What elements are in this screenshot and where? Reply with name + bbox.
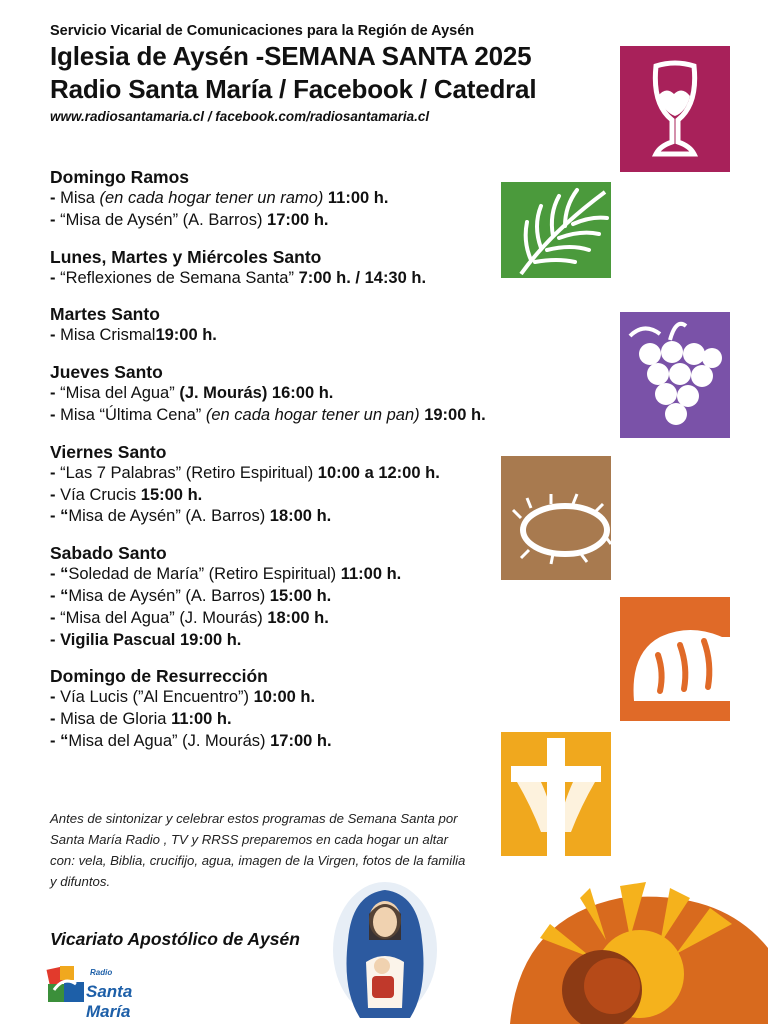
schedule-item [50, 709, 520, 731]
schedule-item [50, 608, 520, 630]
item-time: 17:00 h. [270, 731, 332, 750]
item-time: 15:00 h. [140, 485, 203, 504]
item-time: (J. Mourás) 16:00 h. [179, 384, 334, 403]
section-title: Sabado Santo [50, 543, 167, 564]
item-time: 11:00 h. [323, 189, 389, 207]
item-text: “Misa del Agua” (J. Mourás) [60, 608, 268, 627]
schedule-item [50, 463, 520, 485]
item-dash: - [50, 210, 61, 229]
item-dash: - “ [50, 586, 69, 605]
schedule-section [50, 166, 520, 232]
item-time: 19:00 h. [155, 326, 217, 345]
schedule-item [50, 564, 520, 586]
item-text: “Las 7 Palabras” (Retiro Espiritual) [60, 463, 318, 482]
schedule-item [50, 268, 520, 290]
item-text: Misa del Agua” (J. Mourás) [68, 731, 271, 750]
schedule [50, 166, 520, 767]
schedule-item [50, 188, 520, 210]
item-text: “Misa del Agua” [60, 384, 180, 403]
section-title: Domingo de Resurrección [50, 666, 268, 687]
item-dash: - [50, 463, 61, 482]
schedule-item [50, 586, 520, 608]
item-time: 17:00 h. [267, 210, 329, 229]
radio-santa-maria-logo [46, 964, 176, 1021]
schedule-item [50, 485, 520, 507]
item-text: Soledad de María” (Retiro Espiritual) [68, 565, 341, 584]
item-dash: - [50, 384, 61, 403]
schedule-item [50, 687, 520, 709]
section-title: Martes Santo [50, 304, 160, 325]
item-text: Misa de Gloria [60, 710, 172, 729]
item-time: 15:00 h. [269, 586, 332, 605]
item-time: 18:00 h. [269, 507, 332, 526]
schedule-item [50, 383, 520, 405]
schedule-item [50, 731, 520, 753]
item-dash: - [50, 608, 61, 627]
page-subtitle: Radio Santa María / Facebook / Catedral [50, 74, 537, 104]
item-time: 7:00 h. / 14:30 h. [298, 268, 427, 287]
item-dash: - “ [50, 507, 69, 526]
item-dash: - [50, 189, 61, 207]
item-dash: - “ [50, 565, 69, 584]
item-time: 10:00 h. [253, 688, 316, 707]
item-dash: - [50, 268, 61, 287]
resurrection-sun-image [470, 878, 768, 1024]
item-text: Misa [60, 189, 100, 207]
item-dash: - [50, 688, 61, 707]
crown-of-thorns-icon [501, 456, 611, 580]
cross-icon [501, 732, 611, 856]
item-time: 11:00 h. [171, 710, 232, 729]
item-time: 18:00 h. [267, 608, 329, 627]
schedule-item [50, 630, 520, 652]
schedule-item [50, 325, 520, 347]
item-text: Vía Crucis [60, 485, 141, 504]
header [50, 22, 610, 126]
website-urls: www.radiosantamaria.cl / facebook.com/radiosantamaria.cl [50, 109, 430, 124]
logo-small-text: Radio [90, 968, 113, 977]
schedule-section [50, 361, 520, 427]
logo-name: Santa María [86, 982, 133, 1021]
organization-name: Servicio Vicarial de Comunicaciones para la Región de Aysén [50, 23, 475, 39]
item-text: Misa “Última Cena” [60, 405, 206, 424]
schedule-item [50, 405, 520, 427]
schedule-item [50, 210, 520, 232]
item-dash: - [50, 405, 61, 424]
schedule-section [50, 441, 520, 528]
schedule-section [50, 303, 520, 347]
bread-icon [620, 597, 730, 721]
section-title: Domingo Ramos [50, 167, 190, 187]
schedule-section [50, 542, 520, 651]
section-title: Lunes, Martes y Miércoles Santo [50, 246, 322, 267]
item-dash: - “ [50, 731, 69, 750]
schedule-item [50, 506, 520, 528]
item-note: (en cada hogar tener un ramo) [99, 189, 324, 207]
section-title: Viernes Santo [50, 441, 167, 462]
item-dash: - [50, 485, 61, 504]
grapes-icon [620, 312, 730, 438]
section-title: Jueves Santo [50, 362, 163, 383]
item-dash: - [50, 710, 61, 729]
item-text: Vía Lucis (”Al Encuentro”) [60, 688, 254, 707]
schedule-section [50, 246, 520, 290]
closing-note: Antes de sintonizar y celebrar estos programas de Semana Santa por Santa María Radio , TV y RRSS preparemos en cada hogar un altar con: vela, Biblia, crucifijo, agua, imagen de la Virgen, fotos de la familia y difuntos. [50, 811, 466, 889]
chalice-icon [620, 46, 730, 172]
radio-logo-mark-icon [46, 964, 90, 1006]
page-title: Iglesia de Aysén -SEMANA SANTA 2025 [50, 41, 532, 71]
virgin-mary-image [330, 880, 440, 1020]
item-text: Misa de Aysén” (A. Barros) [68, 507, 270, 526]
item-time: 11:00 h. [340, 565, 402, 584]
item-note: (en cada hogar tener un pan) [205, 405, 420, 424]
item-text: Misa de Aysén” (A. Barros) [68, 586, 270, 605]
item-time: 19:00 h. [179, 630, 242, 649]
item-time: 19:00 h. [419, 405, 486, 424]
item-dash: - [50, 326, 61, 345]
item-text: Vigilia Pascual [60, 630, 180, 649]
item-text: “Reflexiones de Semana Santa” [60, 268, 299, 287]
item-text: Misa Crismal [60, 326, 156, 345]
item-dash: - [50, 630, 61, 649]
signature: Vicariato Apostólico de Aysén [50, 929, 300, 949]
item-time: 10:00 a 12:00 h. [317, 463, 440, 482]
schedule-section [50, 665, 520, 752]
item-text: “Misa de Aysén” (A. Barros) [60, 210, 268, 229]
palm-leaf-icon [501, 182, 611, 278]
